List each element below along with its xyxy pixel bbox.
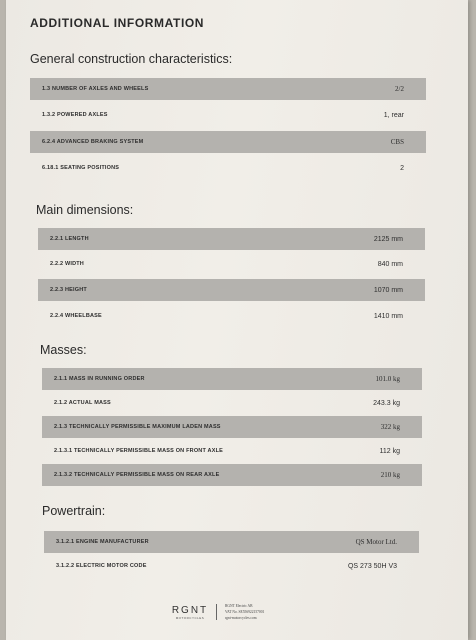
- spec-label: 2.2.4 WHEELBASE: [50, 313, 102, 319]
- spec-row-actual-mass: [42, 392, 422, 414]
- spec-label: 2.2.2 WIDTH: [50, 261, 84, 267]
- document-footer: [170, 603, 264, 621]
- footer-website: rgnt-motorcycles.com: [225, 616, 257, 620]
- spec-label: 2.1.3.1 TECHNICALLY PERMISSIBLE MASS ON FRONT AXLE: [54, 448, 224, 454]
- document-title: ADDITIONAL INFORMATION: [30, 16, 205, 30]
- section-heading-powertrain: Powertrain:: [42, 504, 106, 518]
- spec-value: 1410 mm: [373, 312, 403, 320]
- spec-value: 210 kg: [380, 471, 400, 479]
- spec-row-height: [38, 279, 425, 301]
- spec-label: 1.3.2 POWERED AXLES: [42, 112, 108, 118]
- spec-value: 1, rear: [383, 111, 404, 119]
- spec-value: 2/2: [395, 85, 404, 93]
- section-heading-dimensions: Main dimensions:: [36, 203, 134, 217]
- spec-label: 1.3 NUMBER OF AXLES AND WHEELS: [42, 86, 149, 92]
- spec-value: 1070 mm: [373, 286, 403, 294]
- brand-logo-text: RGNT: [171, 604, 209, 616]
- footer-company-name: RGNT Electric AB: [225, 604, 253, 608]
- spec-value: 2: [400, 164, 404, 172]
- brand-logo: [170, 605, 210, 620]
- spec-label: 6.18.1 SEATING POSITIONS: [42, 165, 120, 171]
- spec-row-engine-manufacturer: [44, 531, 419, 553]
- section-heading-general: General construction characteristics:: [30, 52, 233, 66]
- spec-value: QS Motor Ltd.: [355, 538, 397, 546]
- spec-value: CBS: [390, 138, 404, 146]
- spec-label: 2.1.3 TECHNICALLY PERMISSIBLE MAXIMUM LADEN MASS: [54, 424, 221, 430]
- spec-row-mass-rear-axle: [42, 464, 422, 486]
- spec-value: 840 mm: [377, 260, 403, 268]
- spec-value: 2125 mm: [373, 235, 403, 243]
- spec-label: 2.1.1 MASS IN RUNNING ORDER: [54, 376, 145, 382]
- spec-value: 101.0 kg: [375, 375, 400, 383]
- spec-label: 3.1.2.2 ELECTRIC MOTOR CODE: [56, 563, 147, 569]
- spec-label: 2.1.3.2 TECHNICALLY PERMISSIBLE MASS ON REAR AXLE: [54, 472, 220, 478]
- spec-value: 112 kg: [379, 447, 400, 455]
- spec-row-powered-axles: [30, 104, 426, 126]
- footer-divider: [216, 604, 217, 620]
- spec-row-seating-positions: [30, 157, 426, 179]
- spec-label: 2.1.2 ACTUAL MASS: [54, 400, 111, 406]
- spec-row-max-laden-mass: [42, 416, 422, 438]
- spec-label: 3.1.2.1 ENGINE MANUFACTURER: [56, 539, 149, 545]
- document-page: [6, 0, 468, 640]
- spec-label: 6.2.4 ADVANCED BRAKING SYSTEM: [42, 139, 144, 145]
- spec-value: 243.3 kg: [373, 399, 400, 407]
- spec-row-width: [38, 253, 425, 275]
- brand-logo-subtext: MOTORCYCLES: [175, 615, 205, 620]
- spec-label: 2.2.1 LENGTH: [50, 236, 89, 242]
- section-heading-masses: Masses:: [40, 343, 87, 357]
- spec-label: 2.2.3 HEIGHT: [50, 287, 87, 293]
- spec-row-mass-running-order: [42, 368, 422, 390]
- footer-company-info: [225, 603, 264, 621]
- spec-row-mass-front-axle: [42, 440, 422, 462]
- spec-value: 322 kg: [380, 423, 400, 431]
- spec-value: QS 273 50H V3: [347, 562, 397, 570]
- spec-row-braking-system: [30, 131, 426, 153]
- footer-vat-number: VAT No. SE556922157001: [225, 610, 265, 614]
- spec-row-length: [38, 228, 425, 250]
- spec-row-axles-wheels: [30, 78, 426, 100]
- spec-row-wheelbase: [38, 305, 425, 327]
- spec-row-electric-motor-code: [44, 555, 419, 577]
